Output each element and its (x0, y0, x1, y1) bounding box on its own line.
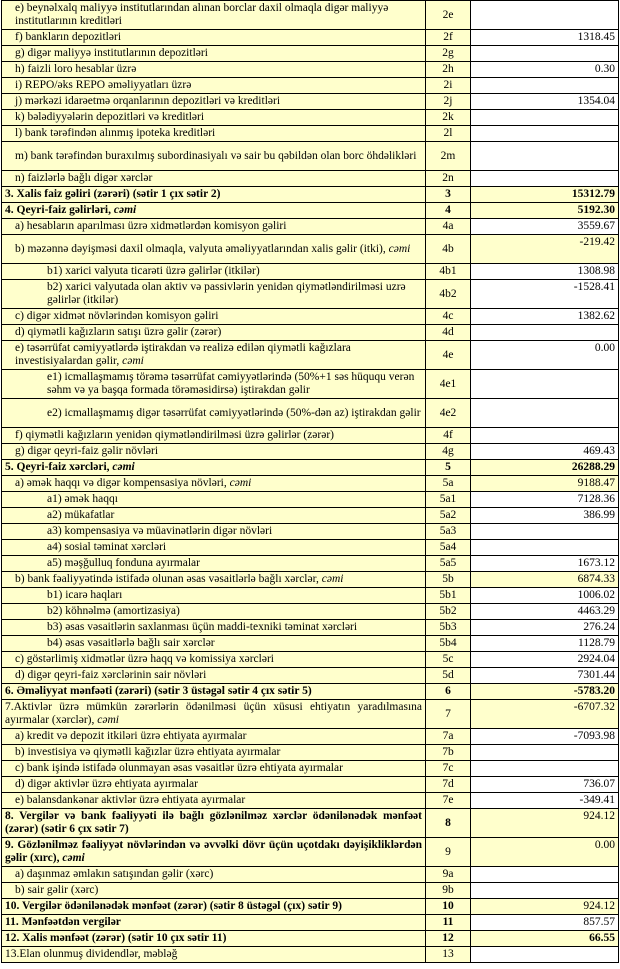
row-label-text: b1) xarici valyuta ticarəti üzrə gəlirlər (itkilər) (47, 265, 260, 277)
row-label-text: h) faizli loro hesablar üzrə (15, 63, 137, 75)
row-code: 2e (426, 1, 471, 30)
row-description (2, 110, 426, 126)
row-code: 5a (426, 476, 471, 492)
row-label-text: 8. Vergilər və bank fəaliyyəti ilə bağlı gözlənilməz xərclər ödənilənədək mənfəət (zərər) (sətir 6 çıx sətir 7) (5, 810, 422, 835)
row-description (2, 203, 426, 219)
row-label-text: b1) icarə haqları (47, 589, 123, 601)
row-value: 7301.44 (471, 668, 619, 684)
row-code: 3 (426, 187, 471, 203)
row-code: 5c (426, 652, 471, 668)
row-description (2, 745, 426, 761)
row-description (2, 838, 426, 867)
row-description (2, 604, 426, 620)
table-row (2, 203, 619, 219)
table-row (2, 588, 619, 604)
row-label-text: e) balansdankənar aktivlər üzrə ehtiyata ayırmalar (15, 794, 246, 806)
row-value (471, 370, 619, 399)
row-label-text: d) qiymətli kağızların satışı üzrə gəlir (zərər) (15, 326, 222, 338)
row-value: 1354.04 (471, 94, 619, 110)
row-value: -349.41 (471, 793, 619, 809)
row-label-text: b3) əsas vəsaitlərin saxlanması üçün maddi-texniki təminat xərcləri (47, 621, 358, 633)
row-description (2, 126, 426, 142)
table-row (2, 235, 619, 264)
table-row (2, 444, 619, 460)
row-label-text: b) sair gəlir (xərc) (15, 884, 99, 896)
row-description (2, 620, 426, 636)
row-code: 2l (426, 126, 471, 142)
row-code: 5 (426, 460, 471, 476)
row-label-text: 4. Qeyri-faiz gəlirləri, (5, 204, 114, 216)
table-row (2, 428, 619, 444)
table-row (2, 556, 619, 572)
row-code: 7e (426, 793, 471, 809)
row-description (2, 219, 426, 235)
row-code: 5b2 (426, 604, 471, 620)
table-row (2, 684, 619, 700)
row-label-text: b2) köhnəlmə (amortizasiya) (47, 605, 180, 617)
row-description (2, 62, 426, 78)
row-code: 2n (426, 171, 471, 187)
row-label-text: i) REPO/əks REPO əməliyyatları üzrə (15, 79, 192, 91)
table-row (2, 46, 619, 62)
row-description (2, 636, 426, 652)
row-code: 4e2 (426, 399, 471, 428)
row-code: 4e1 (426, 370, 471, 399)
row-value (471, 761, 619, 777)
row-label-em: cəmi (229, 477, 252, 489)
row-code: 12 (426, 931, 471, 947)
row-value: -6707.32 (471, 700, 619, 729)
row-code: 5b4 (426, 636, 471, 652)
row-code: 2j (426, 94, 471, 110)
row-description (2, 264, 426, 280)
row-value: 15312.79 (471, 187, 619, 203)
row-code: 4a (426, 219, 471, 235)
row-value: -219.42 (471, 235, 619, 264)
row-value: 736.07 (471, 777, 619, 793)
table-row (2, 899, 619, 915)
row-label-text: 5. Qeyri-faiz xərcləri, (5, 461, 113, 473)
row-description (2, 187, 426, 203)
table-row (2, 309, 619, 325)
row-value (471, 1, 619, 30)
table-row (2, 476, 619, 492)
row-description (2, 700, 426, 729)
table-row (2, 460, 619, 476)
row-code: 4c (426, 309, 471, 325)
row-code: 4g (426, 444, 471, 460)
row-code: 7a (426, 729, 471, 745)
row-value: 7128.36 (471, 492, 619, 508)
table-row (2, 636, 619, 652)
row-value (471, 142, 619, 171)
table-row (2, 94, 619, 110)
row-value: 857.57 (471, 915, 619, 931)
row-value: 5192.30 (471, 203, 619, 219)
table-row (2, 540, 619, 556)
row-code: 5a1 (426, 492, 471, 508)
row-label-em: cəmi (321, 573, 344, 585)
row-label-text: b) investisiya və qiymətli kağızlar üzrə ehtiyata ayırmalar (15, 746, 281, 758)
row-label-text: b2) xarici valyutada olan aktiv və passivlərin yenidən qiymətləndirilməsi uzrə gəlirlər (itkilər) (47, 281, 406, 306)
row-code: 4b1 (426, 264, 471, 280)
row-code: 4b (426, 235, 471, 264)
row-label-text: 10. Vergilər ödənilənədək mənfəət (zərər) (sətir 8 üstəgəl (çıx) sətir 9) (5, 900, 342, 912)
row-label-text: 3. Xalis faiz gəliri (zərəri) (sətir 1 çıx sətir 2) (5, 188, 221, 200)
row-label-text: 12. Xalis mənfəət (zərər) (sətir 10 çıx sətir 11) (5, 932, 227, 944)
row-value: -1528.41 (471, 280, 619, 309)
row-label-text: f) bankların depozitləri (15, 31, 122, 43)
row-code: 9 (426, 838, 471, 867)
row-description (2, 1, 426, 30)
row-description (2, 793, 426, 809)
row-code: 2g (426, 46, 471, 62)
row-description (2, 899, 426, 915)
table-row (2, 838, 619, 867)
table-row (2, 745, 619, 761)
row-description (2, 325, 426, 341)
table-row (2, 620, 619, 636)
row-code: 7c (426, 761, 471, 777)
row-label-text: g) digər qeyri-faiz gəlir növləri (15, 445, 159, 457)
row-value (471, 325, 619, 341)
table-row (2, 652, 619, 668)
table-row (2, 30, 619, 46)
row-label-text: 6. Əməliyyat mənfəəti (zərəri) (sətir 3 üstəgəl sətir 4 çıx sətir 5) (5, 685, 312, 697)
row-code: 2k (426, 110, 471, 126)
row-description (2, 171, 426, 187)
table-row (2, 264, 619, 280)
row-value: 1318.45 (471, 30, 619, 46)
row-label-text: f) qiymətli kağızların yenidən qiymətləndirilməsi üzrə gəlirlər (zərər) (15, 429, 334, 441)
row-description (2, 588, 426, 604)
row-code: 2f (426, 30, 471, 46)
table-row (2, 867, 619, 883)
row-value (471, 524, 619, 540)
row-label-text: e2) icmallaşmamış digər təsərrüfat cəmiyyətlərində (50%-dən az) iştirakdan gəlir (47, 406, 421, 419)
row-code: 13 (426, 947, 471, 963)
table-row (2, 809, 619, 838)
row-value: 0.30 (471, 62, 619, 78)
row-description (2, 492, 426, 508)
row-code: 6 (426, 684, 471, 700)
table-row (2, 62, 619, 78)
table-row (2, 219, 619, 235)
row-value: 26288.29 (471, 460, 619, 476)
table-row (2, 668, 619, 684)
row-label-text: a4) sosial təminat xərcləri (47, 541, 167, 553)
row-value: 1128.79 (471, 636, 619, 652)
row-description (2, 915, 426, 931)
row-description (2, 668, 426, 684)
row-code: 5b3 (426, 620, 471, 636)
row-code: 9b (426, 883, 471, 899)
row-value: -5783.20 (471, 684, 619, 700)
row-value (471, 428, 619, 444)
row-label-text: a) hesabların aparılması üzrə xidmətlərdən komisyon gəliri (15, 220, 287, 232)
row-label-em: cəmi (112, 461, 135, 473)
row-value (471, 171, 619, 187)
row-value: -7093.98 (471, 729, 619, 745)
table-row (2, 947, 619, 963)
row-code: 5b (426, 572, 471, 588)
row-label-text: e) beynəlxalq maliyyə institutlarından alınan borclar daxil olmaqla digər maliyyə institutlarının kreditləri (15, 2, 389, 27)
income-statement-table (1, 0, 619, 963)
table-row (2, 492, 619, 508)
row-value: 924.12 (471, 809, 619, 838)
table-row (2, 604, 619, 620)
row-value (471, 110, 619, 126)
row-code: 5b1 (426, 588, 471, 604)
row-description (2, 947, 426, 963)
table-row (2, 883, 619, 899)
row-value: 0.00 (471, 341, 619, 370)
row-label-text: c) göstərlimiş xidmətlər üzrə haqq və komissiya xərcləri (15, 653, 274, 665)
row-label-em: cəmi (122, 355, 144, 367)
row-code: 2m (426, 142, 471, 171)
row-label-text: a3) kompensasiya və müavinətlərin digər növləri (47, 525, 273, 537)
row-description (2, 684, 426, 700)
row-description (2, 729, 426, 745)
row-description (2, 508, 426, 524)
row-label-text: e) təsərrüfat cəmiyyətlərdə iştirakdan və realizə edilən qiymətli kağızlara investisiyalardan gəlir, (15, 342, 351, 367)
row-value: 2924.04 (471, 652, 619, 668)
row-description (2, 428, 426, 444)
row-value (471, 883, 619, 899)
row-code: 7 (426, 700, 471, 729)
table-row (2, 729, 619, 745)
row-value: 386.99 (471, 508, 619, 524)
row-label-text: a1) əmək haqqı (47, 493, 118, 505)
row-label-text: d) digər aktivlər üzrə ehtiyata ayırmalar (15, 778, 198, 790)
row-label-em: cəmi (62, 852, 85, 864)
row-description (2, 777, 426, 793)
row-label-text: 11. Mənfəətdən vergilər (5, 916, 121, 928)
row-description (2, 556, 426, 572)
row-value: 66.55 (471, 931, 619, 947)
table-row (2, 915, 619, 931)
row-label-text: n) faizlərlə bağlı digər xərclər (15, 172, 153, 184)
row-value (471, 46, 619, 62)
table-row (2, 700, 619, 729)
row-label-text: b) məzənnə dəyişməsi daxil olmaqla, valyuta əməliyyatlarından xalis gəlir (itki), (15, 242, 389, 255)
table-row (2, 931, 619, 947)
row-description (2, 572, 426, 588)
row-code: 7b (426, 745, 471, 761)
row-value: 1382.62 (471, 309, 619, 325)
row-label-text: a) əmək haqqı və digər kompensasiya növləri, (15, 477, 230, 489)
table-row (2, 370, 619, 399)
row-label-text: a) kredit və depozit itkiləri üzrə ehtiyata ayırmalar (15, 730, 247, 742)
row-label-em: cəmi (388, 242, 411, 255)
row-description (2, 235, 426, 264)
row-label-text: c) bank işində istifadə olunmayan əsas vəsaitlər üzrə ehtiyata ayırmalar (15, 762, 343, 774)
table-row (2, 777, 619, 793)
row-label-text: l) bank tərəfindən alınmış ipoteka kreditləri (15, 127, 216, 139)
row-code: 5d (426, 668, 471, 684)
row-code: 2h (426, 62, 471, 78)
table-row (2, 280, 619, 309)
table-row (2, 761, 619, 777)
row-label-text: a2) mükafatlar (47, 509, 115, 521)
row-value (471, 78, 619, 94)
row-label-text: 9. Gözlənilməz fəaliyyət növlərindən və əvvəlki dövr üçün uçotdakı dəyişikliklərdən gəlir (xırc), (5, 839, 422, 864)
table-row (2, 171, 619, 187)
row-description (2, 142, 426, 171)
row-code: 7d (426, 777, 471, 793)
row-value: 1673.12 (471, 556, 619, 572)
row-code: 4d (426, 325, 471, 341)
table-row (2, 110, 619, 126)
row-description (2, 46, 426, 62)
row-description (2, 524, 426, 540)
row-label-text: d) digər qeyri-faiz xərclərinin sair növləri (15, 669, 207, 681)
table-row (2, 142, 619, 171)
row-code: 2i (426, 78, 471, 94)
report-table-body (2, 1, 619, 963)
row-description (2, 94, 426, 110)
table-row (2, 793, 619, 809)
row-code: 9a (426, 867, 471, 883)
row-label-text: a) daşınmaz əmlakın satışından gəlir (xərc) (15, 868, 214, 880)
row-code: 10 (426, 899, 471, 915)
row-label-text: b) bank fəaliyyətində istifadə olunan əsas vəsaitlərlə bağlı xərclər, (15, 573, 322, 585)
table-row (2, 341, 619, 370)
row-label-text: b4) əsas vəsaitlərlə bağlı sair xərclər (47, 637, 215, 649)
row-code: 5a2 (426, 508, 471, 524)
row-label-text: j) mərkəzi idarəetmə orqanlarının depozitləri və kreditləri (15, 95, 281, 107)
row-code: 5a3 (426, 524, 471, 540)
row-label-em: cəmi (113, 204, 137, 216)
row-description (2, 341, 426, 370)
row-value (471, 126, 619, 142)
row-value (471, 745, 619, 761)
row-value: 1308.98 (471, 264, 619, 280)
row-value (471, 399, 619, 428)
row-label-text: m) bank tərəfindən buraxılmış subordinasiyalı və sair bu qəbildən olan borc öhdəlikləri (15, 149, 417, 162)
row-code: 5a4 (426, 540, 471, 556)
row-description (2, 540, 426, 556)
row-description (2, 761, 426, 777)
row-description (2, 370, 426, 399)
table-row (2, 508, 619, 524)
row-label-text: c) digər xidmət növlərindən komisyon gəliri (15, 310, 219, 322)
row-description (2, 883, 426, 899)
row-description (2, 399, 426, 428)
table-row (2, 126, 619, 142)
row-description (2, 867, 426, 883)
row-value: 4463.29 (471, 604, 619, 620)
row-code: 4f (426, 428, 471, 444)
row-value: 469.43 (471, 444, 619, 460)
row-value (471, 947, 619, 963)
table-row (2, 524, 619, 540)
row-label-text: e1) icmallaşmamış törəmə təsərrüfat cəmiyyətlərində (50%+1 səs hüququ verən səhm və ya başqa formada törəməsidirsə) iştirakdan gəlir (47, 371, 415, 396)
table-row (2, 399, 619, 428)
row-description (2, 444, 426, 460)
table-row (2, 78, 619, 94)
row-description (2, 309, 426, 325)
row-label-text: 7.Aktivlər üzrə mümkün zərərlərin ödənilməsi üçün xüsusi ehtiyatın yaradılmasına ayırmalar (xərclər), (5, 701, 422, 726)
table-row (2, 187, 619, 203)
row-value (471, 540, 619, 556)
row-value: 276.24 (471, 620, 619, 636)
row-code: 4 (426, 203, 471, 219)
row-value (471, 867, 619, 883)
row-description (2, 652, 426, 668)
row-label-em: cəmi (97, 714, 119, 726)
row-value: 0.00 (471, 838, 619, 867)
row-description (2, 460, 426, 476)
row-value: 924.12 (471, 899, 619, 915)
row-code: 4e (426, 341, 471, 370)
row-description (2, 280, 426, 309)
table-row (2, 572, 619, 588)
row-value: 9188.47 (471, 476, 619, 492)
row-label-text: a5) məşğulluq fonduna ayırmalar (47, 557, 200, 569)
row-code: 4b2 (426, 280, 471, 309)
row-label-text: g) digər maliyyə institutlarının depozitləri (15, 47, 208, 59)
row-description (2, 809, 426, 838)
row-value: 3559.67 (471, 219, 619, 235)
row-label-text: 13.Elan olunmuş dividendlər, məbləğ (5, 948, 178, 960)
row-description (2, 476, 426, 492)
row-description (2, 931, 426, 947)
row-code: 5a5 (426, 556, 471, 572)
row-value: 1006.02 (471, 588, 619, 604)
row-code: 11 (426, 915, 471, 931)
table-row (2, 1, 619, 30)
row-description (2, 30, 426, 46)
row-label-text: k) bələdiyyələrin depozitləri və kreditləri (15, 111, 205, 123)
row-description (2, 78, 426, 94)
row-code: 8 (426, 809, 471, 838)
table-row (2, 325, 619, 341)
row-value: 6874.33 (471, 572, 619, 588)
